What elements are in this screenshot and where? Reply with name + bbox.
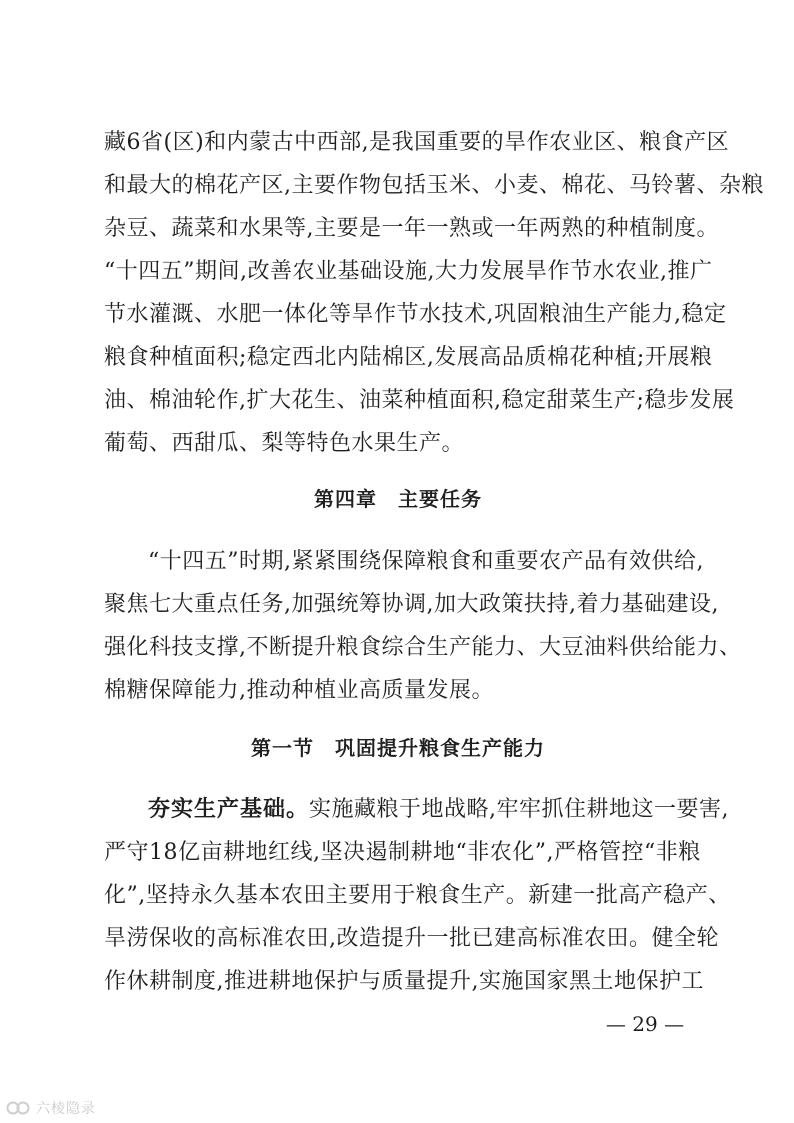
paragraph-line: 旱涝保收的高标准农田,改造提升一批已建高标准农田。健全轮: [104, 926, 719, 951]
paragraph-text: 实施藏粮于地战略,牢牢抓住耕地这一要害,: [309, 797, 730, 822]
page-number: — 29 —: [605, 1012, 685, 1036]
paragraph-line: [148, 793, 730, 827]
paragraph-line: 作休耕制度,推进耕地保护与质量提升,实施国家黑土地保护工: [104, 969, 704, 994]
paragraph-line: 藏6省(区)和内蒙古中西部,是我国重要的旱作农业区、粮食产区: [104, 130, 730, 155]
paragraph-line: 严守18亿亩耕地红线,坚决遏制耕地“非农化”,严格管控“非粮: [104, 840, 701, 865]
chapter-heading: 第四章 主要任务: [314, 487, 482, 511]
paragraph-line: 杂豆、蔬菜和水果等,主要是一年一熟或一年两熟的种植制度。: [104, 216, 719, 241]
paragraph-line: 和最大的棉花产区,主要作物包括玉米、小麦、棉花、马铃薯、杂粮: [104, 173, 764, 198]
section-heading: 第一节 巩固提升粮食生产能力: [251, 736, 545, 760]
paragraph-line: 节水灌溉、水肥一体化等旱作节水技术,巩固粮油生产能力,稳定: [104, 302, 727, 327]
paragraph-line: “十四五”时期,紧紧围绕保障粮食和重要农产品有效供给,: [148, 549, 704, 574]
watermark-text: 六棱隐录: [36, 1101, 96, 1117]
paragraph-line: 聚焦七大重点任务,加强统筹协调,加大政策扶持,着力基础建设,: [104, 592, 719, 617]
paragraph-line: 葡萄、西甜瓜、梨等特色水果生产。: [104, 431, 465, 456]
watermark-logo-icon: [6, 1099, 32, 1117]
paragraph-line: 强化科技支撑,不断提升粮食综合生产能力、大豆油料供给能力、: [104, 635, 742, 660]
watermark: [6, 1097, 96, 1119]
paragraph-lead: 夯实生产基础。: [148, 797, 310, 822]
paragraph-line: 化”,坚持永久基本农田主要用于粮食生产。新建一批高产稳产、: [104, 883, 731, 908]
paragraph-line: 棉糖保障能力,推动种植业高质量发展。: [104, 678, 494, 703]
paragraph-line: 油、棉油轮作,扩大花生、油菜种植面积,稳定甜菜生产;稳步发展: [104, 388, 735, 413]
paragraph-line: “十四五”期间,改善农业基础设施,大力发展旱作节水农业,推广: [104, 259, 713, 284]
paragraph-line: 粮食种植面积;稳定西北内陆棉区,发展高品质棉花种植;开展粮: [104, 345, 713, 370]
